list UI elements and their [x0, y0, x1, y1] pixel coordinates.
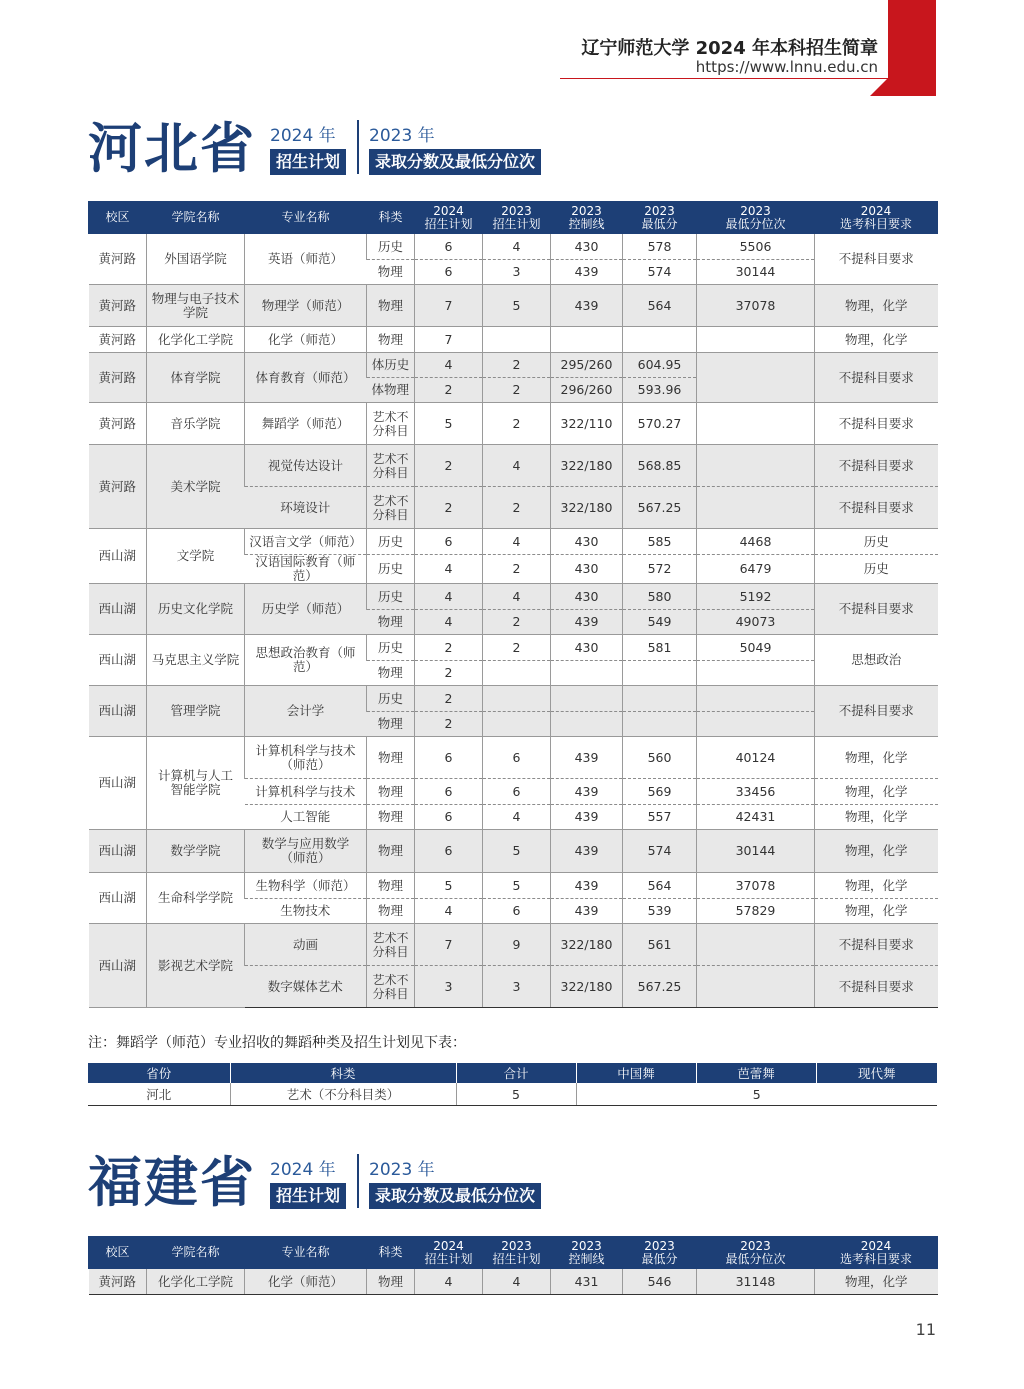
column-header-college: 学院名称	[147, 202, 245, 234]
cell-plan-2024: 7	[415, 327, 483, 353]
cell-plan-2024: 6	[415, 737, 483, 779]
dance-row	[88, 1083, 937, 1106]
cell-campus: 黄河路	[89, 353, 147, 403]
cell-plan-2024: 6	[415, 234, 483, 260]
cell-major: 视觉传达设计	[245, 445, 367, 487]
column-header-control-line-2023: 2023 控制线	[551, 1237, 623, 1269]
cell-control-line-2023: 431	[551, 1269, 623, 1295]
cell-plan-2023	[483, 686, 551, 712]
cell-subject-req-2024: 不提科目要求	[815, 445, 938, 487]
cell-plan-2023: 2	[483, 353, 551, 378]
cell-plan-2024: 4	[415, 353, 483, 378]
corner-ribbon-tip	[870, 78, 888, 96]
cell-min-score-2023: 557	[623, 805, 697, 830]
cell-campus: 西山湖	[89, 924, 147, 1008]
cell-min-score-2023: 570.27	[623, 403, 697, 445]
cell-category: 物理	[367, 610, 415, 635]
cell-major: 会计学	[245, 686, 367, 737]
cell-plan-2023: 2	[483, 403, 551, 445]
cell-plan-2024: 4	[415, 584, 483, 610]
cell-plan-2024: 2	[415, 487, 483, 529]
cell-campus: 西山湖	[89, 529, 147, 584]
cell-category: 艺术不 分科目	[367, 445, 415, 487]
cell-plan-2023	[483, 661, 551, 686]
cell-min-rank-2023: 6479	[697, 555, 815, 584]
column-header-campus: 校区	[89, 1237, 147, 1269]
cell-min-rank-2023: 30144	[697, 260, 815, 285]
cell-min-rank-2023: 49073	[697, 610, 815, 635]
cell-subject-req-2024: 物理，化学	[815, 873, 938, 899]
column-header-plan-2024: 2024 招生计划	[415, 202, 483, 234]
table-row	[89, 234, 938, 260]
table-row	[89, 924, 938, 966]
cell-plan-2024: 5	[415, 873, 483, 899]
dance-header-province: 省份	[88, 1063, 230, 1083]
page-number: 11	[915, 1320, 936, 1339]
cell-plan-2024: 6	[415, 779, 483, 805]
dance-cell-province: 河北	[88, 1083, 230, 1106]
table-row	[89, 584, 938, 610]
fujian-admission-table	[88, 1236, 938, 1295]
cell-major: 人工智能	[245, 805, 367, 830]
column-header-min-score-2023: 2023 最低分	[623, 202, 697, 234]
cell-min-score-2023: 564	[623, 873, 697, 899]
cell-college: 外国语学院	[147, 234, 245, 285]
cell-plan-2023: 2	[483, 555, 551, 584]
cell-control-line-2023	[551, 661, 623, 686]
cell-min-rank-2023	[697, 327, 815, 353]
cell-control-line-2023: 430	[551, 584, 623, 610]
year-2023-label: 2023 年	[369, 1160, 435, 1180]
cell-plan-2023: 6	[483, 779, 551, 805]
table-row	[89, 529, 938, 555]
cell-college: 文学院	[147, 529, 245, 584]
cell-min-rank-2023: 37078	[697, 285, 815, 327]
year-2024-label: 2024 年	[270, 1160, 336, 1180]
cell-plan-2023: 3	[483, 966, 551, 1008]
cell-min-score-2023: 569	[623, 779, 697, 805]
cell-min-rank-2023	[697, 712, 815, 737]
cell-subject-req-2024: 物理，化学	[815, 899, 938, 924]
cell-category: 物理	[367, 899, 415, 924]
plan-tag: 招生计划	[270, 1183, 346, 1209]
cell-min-rank-2023: 40124	[697, 737, 815, 779]
cell-subject-req-2024: 物理，化学	[815, 779, 938, 805]
cell-control-line-2023: 322/180	[551, 487, 623, 529]
dance-header-category: 科类	[230, 1063, 456, 1083]
cell-control-line-2023	[551, 712, 623, 737]
cell-category: 历史	[367, 555, 415, 584]
cell-plan-2024: 4	[415, 555, 483, 584]
table-header-row	[89, 202, 938, 234]
cell-category: 物理	[367, 260, 415, 285]
dance-cell-total: 5	[456, 1083, 576, 1106]
dance-header-ballet: 芭蕾舞	[696, 1063, 816, 1083]
cell-major: 汉语言文学（师范）	[245, 529, 367, 555]
cell-plan-2024: 6	[415, 529, 483, 555]
cell-min-rank-2023: 5049	[697, 635, 815, 661]
cell-plan-2024: 2	[415, 686, 483, 712]
cell-category: 物理	[367, 779, 415, 805]
cell-subject-req-2024: 历史	[815, 555, 938, 584]
cell-plan-2023: 5	[483, 830, 551, 873]
heading-separator	[357, 120, 359, 174]
cell-campus: 黄河路	[89, 403, 147, 445]
cell-min-score-2023: 539	[623, 899, 697, 924]
cell-control-line-2023	[551, 686, 623, 712]
cell-min-rank-2023	[697, 924, 815, 966]
cell-min-score-2023	[623, 686, 697, 712]
cell-plan-2024: 2	[415, 661, 483, 686]
cell-major: 物理学（师范）	[245, 285, 367, 327]
cell-min-rank-2023: 57829	[697, 899, 815, 924]
cell-control-line-2023: 439	[551, 830, 623, 873]
cell-college: 历史文化学院	[147, 584, 245, 635]
cell-min-score-2023: 564	[623, 285, 697, 327]
cell-campus: 黄河路	[89, 285, 147, 327]
cell-plan-2023: 2	[483, 487, 551, 529]
cell-min-rank-2023	[697, 353, 815, 403]
cell-min-score-2023: 574	[623, 830, 697, 873]
cell-min-rank-2023: 5506	[697, 234, 815, 260]
cell-control-line-2023: 295/260	[551, 353, 623, 378]
cell-subject-req-2024: 物理，化学	[815, 737, 938, 779]
cell-subject-req-2024: 不提科目要求	[815, 924, 938, 966]
cell-min-rank-2023	[697, 403, 815, 445]
cell-major: 计算机科学与技术 （师范）	[245, 737, 367, 779]
cell-category: 物理	[367, 661, 415, 686]
cell-control-line-2023: 322/180	[551, 445, 623, 487]
cell-min-rank-2023	[697, 487, 815, 529]
cell-min-score-2023: 546	[623, 1269, 697, 1295]
cell-min-score-2023: 580	[623, 584, 697, 610]
cell-subject-req-2024: 物理，化学	[815, 830, 938, 873]
cell-min-rank-2023	[697, 445, 815, 487]
cell-campus: 黄河路	[89, 327, 147, 353]
cell-campus: 西山湖	[89, 873, 147, 924]
cell-plan-2023: 4	[483, 445, 551, 487]
cell-control-line-2023: 322/180	[551, 966, 623, 1008]
cell-plan-2024: 6	[415, 260, 483, 285]
cell-min-rank-2023: 37078	[697, 873, 815, 899]
cell-major: 思想政治教育（师范）	[245, 635, 367, 686]
cell-plan-2023: 5	[483, 873, 551, 899]
cell-college: 美术学院	[147, 445, 245, 529]
cell-control-line-2023: 439	[551, 873, 623, 899]
cell-min-rank-2023: 5192	[697, 584, 815, 610]
cell-plan-2024: 4	[415, 899, 483, 924]
cell-college: 物理与电子技术 学院	[147, 285, 245, 327]
cell-major: 数学与应用数学 （师范）	[245, 830, 367, 873]
cell-college: 影视艺术学院	[147, 924, 245, 1008]
cell-subject-req-2024: 历史	[815, 529, 938, 555]
cell-min-score-2023: 568.85	[623, 445, 697, 487]
column-header-plan-2024: 2024 招生计划	[415, 1237, 483, 1269]
cell-plan-2024: 7	[415, 285, 483, 327]
cell-category: 历史	[367, 234, 415, 260]
cell-control-line-2023: 430	[551, 555, 623, 584]
cell-min-rank-2023: 4468	[697, 529, 815, 555]
cell-subject-req-2024: 不提科目要求	[815, 353, 938, 403]
cell-min-score-2023: 572	[623, 555, 697, 584]
column-header-subject-req-2024: 2024 选考科目要求	[815, 1237, 938, 1269]
cell-category: 物理	[367, 712, 415, 737]
cell-campus: 西山湖	[89, 686, 147, 737]
cell-category: 物理	[367, 327, 415, 353]
cell-subject-req-2024: 不提科目要求	[815, 966, 938, 1008]
cell-major: 体育教育（师范）	[245, 353, 367, 403]
cell-min-rank-2023: 33456	[697, 779, 815, 805]
heading-separator	[357, 1154, 359, 1208]
cell-control-line-2023: 439	[551, 610, 623, 635]
cell-major: 数字媒体艺术	[245, 966, 367, 1008]
cell-subject-req-2024: 思想政治	[815, 635, 938, 686]
cell-major: 动画	[245, 924, 367, 966]
cell-category: 物理	[367, 737, 415, 779]
cell-min-score-2023: 560	[623, 737, 697, 779]
table-row	[89, 635, 938, 661]
cell-subject-req-2024: 物理，化学	[815, 327, 938, 353]
header-rule	[560, 78, 888, 79]
cell-campus: 西山湖	[89, 830, 147, 873]
cell-plan-2023: 9	[483, 924, 551, 966]
cell-college: 马克思主义学院	[147, 635, 245, 686]
cell-control-line-2023: 430	[551, 635, 623, 661]
cell-campus: 西山湖	[89, 635, 147, 686]
cell-major: 环境设计	[245, 487, 367, 529]
table-row	[89, 285, 938, 327]
cell-subject-req-2024: 不提科目要求	[815, 487, 938, 529]
cell-plan-2023: 4	[483, 584, 551, 610]
cell-plan-2023	[483, 712, 551, 737]
year-2023-label: 2023 年	[369, 126, 435, 146]
cell-control-line-2023	[551, 327, 623, 353]
cell-major: 化学（师范）	[245, 327, 367, 353]
cell-campus: 西山湖	[89, 737, 147, 830]
cell-min-score-2023: 581	[623, 635, 697, 661]
column-header-plan-2023: 2023 招生计划	[483, 1237, 551, 1269]
corner-ribbon	[888, 0, 936, 96]
cell-plan-2023: 6	[483, 899, 551, 924]
cell-control-line-2023: 322/110	[551, 403, 623, 445]
cell-subject-req-2024: 不提科目要求	[815, 403, 938, 445]
cell-plan-2023	[483, 327, 551, 353]
cell-plan-2023: 4	[483, 529, 551, 555]
table-header-row	[89, 1237, 938, 1269]
table-row	[89, 445, 938, 487]
cell-min-score-2023: 567.25	[623, 966, 697, 1008]
cell-major: 生物科学（师范）	[245, 873, 367, 899]
cell-campus: 黄河路	[89, 445, 147, 529]
column-header-min-score-2023: 2023 最低分	[623, 1237, 697, 1269]
hebei-admission-table	[88, 201, 938, 1008]
cell-control-line-2023: 439	[551, 899, 623, 924]
year-2024-label: 2024 年	[270, 126, 336, 146]
dance-header-chinese-dance: 中国舞	[576, 1063, 696, 1083]
column-header-plan-2023: 2023 招生计划	[483, 202, 551, 234]
cell-min-score-2023: 604.95	[623, 353, 697, 378]
table-row	[89, 686, 938, 712]
cell-min-score-2023: 578	[623, 234, 697, 260]
cell-subject-req-2024: 不提科目要求	[815, 686, 938, 737]
cell-plan-2024: 7	[415, 924, 483, 966]
cell-major: 舞蹈学（师范）	[245, 403, 367, 445]
cell-category: 历史	[367, 529, 415, 555]
cell-college: 生命科学学院	[147, 873, 245, 924]
cell-subject-req-2024: 不提科目要求	[815, 234, 938, 285]
cell-category: 物理	[367, 1269, 415, 1295]
column-header-college: 学院名称	[147, 1237, 245, 1269]
cell-plan-2023: 2	[483, 635, 551, 661]
cell-plan-2024: 2	[415, 378, 483, 403]
table-row	[89, 327, 938, 353]
table-row	[89, 353, 938, 378]
cell-plan-2024: 3	[415, 966, 483, 1008]
cell-plan-2024: 4	[415, 1269, 483, 1295]
cell-control-line-2023: 439	[551, 285, 623, 327]
cell-college: 计算机与人工 智能学院	[147, 737, 245, 830]
cell-control-line-2023: 439	[551, 779, 623, 805]
cell-college: 数学学院	[147, 830, 245, 873]
table-row	[89, 873, 938, 899]
cell-subject-req-2024: 不提科目要求	[815, 584, 938, 635]
cell-plan-2023: 4	[483, 1269, 551, 1295]
cell-major: 化学（师范）	[245, 1269, 367, 1295]
cell-subject-req-2024: 物理，化学	[815, 1269, 938, 1295]
column-header-major: 专业名称	[245, 202, 367, 234]
cell-category: 物理	[367, 805, 415, 830]
table-row	[89, 737, 938, 779]
cell-plan-2023: 4	[483, 805, 551, 830]
cell-campus: 黄河路	[89, 234, 147, 285]
cell-min-score-2023	[623, 327, 697, 353]
cell-plan-2023: 2	[483, 378, 551, 403]
cell-category: 物理	[367, 830, 415, 873]
dance-note: 注：舞蹈学（师范）专业招收的舞蹈种类及招生计划见下表：	[88, 1035, 466, 1051]
cell-plan-2024: 6	[415, 830, 483, 873]
cell-college: 化学化工学院	[147, 327, 245, 353]
cell-plan-2024: 2	[415, 635, 483, 661]
dance-header-total: 合计	[456, 1063, 576, 1083]
province-title-hebei: 河北省	[88, 117, 256, 180]
cell-plan-2023: 2	[483, 610, 551, 635]
cell-campus: 黄河路	[89, 1269, 147, 1295]
column-header-campus: 校区	[89, 202, 147, 234]
column-header-category: 科类	[367, 202, 415, 234]
cell-control-line-2023: 430	[551, 529, 623, 555]
column-header-min-rank-2023: 2023 最低分位次	[697, 1237, 815, 1269]
cell-category: 艺术不 分科目	[367, 403, 415, 445]
dance-cell-category: 艺术（不分科目类）	[230, 1083, 456, 1106]
cell-min-score-2023	[623, 712, 697, 737]
cell-plan-2023: 3	[483, 260, 551, 285]
cell-campus: 西山湖	[89, 584, 147, 635]
cell-min-rank-2023: 31148	[697, 1269, 815, 1295]
cell-min-score-2023: 549	[623, 610, 697, 635]
cell-min-rank-2023: 42431	[697, 805, 815, 830]
dance-plan-table	[88, 1063, 937, 1106]
scores-tag: 录取分数及最低分位次	[369, 149, 541, 175]
cell-control-line-2023: 296/260	[551, 378, 623, 403]
dance-cell-types: 5	[576, 1083, 937, 1106]
cell-plan-2023: 5	[483, 285, 551, 327]
cell-category: 艺术不 分科目	[367, 924, 415, 966]
cell-major: 历史学（师范）	[245, 584, 367, 635]
cell-min-score-2023: 561	[623, 924, 697, 966]
cell-min-score-2023	[623, 661, 697, 686]
cell-min-rank-2023	[697, 686, 815, 712]
column-header-major: 专业名称	[245, 1237, 367, 1269]
cell-control-line-2023: 439	[551, 260, 623, 285]
cell-college: 管理学院	[147, 686, 245, 737]
cell-control-line-2023: 322/180	[551, 924, 623, 966]
cell-category: 艺术不 分科目	[367, 966, 415, 1008]
dance-header-modern-dance: 现代舞	[816, 1063, 937, 1083]
cell-category: 体历史	[367, 353, 415, 378]
website-url[interactable]: https://www.lnnu.edu.cn	[695, 58, 878, 76]
cell-plan-2023: 4	[483, 234, 551, 260]
column-header-subject-req-2024: 2024 选考科目要求	[815, 202, 938, 234]
brochure-title: 辽宁师范大学 2024 年本科招生简章	[581, 38, 878, 59]
cell-plan-2024: 2	[415, 712, 483, 737]
cell-min-rank-2023: 30144	[697, 830, 815, 873]
column-header-category: 科类	[367, 1237, 415, 1269]
cell-control-line-2023: 430	[551, 234, 623, 260]
cell-control-line-2023: 439	[551, 805, 623, 830]
cell-major: 计算机科学与技术	[245, 779, 367, 805]
column-header-control-line-2023: 2023 控制线	[551, 202, 623, 234]
province-title-fujian: 福建省	[88, 1151, 256, 1214]
cell-plan-2023: 6	[483, 737, 551, 779]
cell-category: 历史	[367, 686, 415, 712]
cell-category: 物理	[367, 285, 415, 327]
cell-college: 化学化工学院	[147, 1269, 245, 1295]
cell-category: 物理	[367, 873, 415, 899]
cell-subject-req-2024: 物理，化学	[815, 805, 938, 830]
cell-min-score-2023: 574	[623, 260, 697, 285]
plan-tag: 招生计划	[270, 149, 346, 175]
cell-min-score-2023: 567.25	[623, 487, 697, 529]
table-row	[89, 1269, 938, 1295]
cell-min-rank-2023	[697, 661, 815, 686]
cell-college: 体育学院	[147, 353, 245, 403]
cell-college: 音乐学院	[147, 403, 245, 445]
cell-category: 历史	[367, 584, 415, 610]
table-row	[89, 830, 938, 873]
cell-plan-2024: 6	[415, 805, 483, 830]
cell-min-rank-2023	[697, 966, 815, 1008]
column-header-min-rank-2023: 2023 最低分位次	[697, 202, 815, 234]
cell-subject-req-2024: 物理，化学	[815, 285, 938, 327]
cell-control-line-2023: 439	[551, 737, 623, 779]
cell-category: 艺术不 分科目	[367, 487, 415, 529]
cell-major: 汉语国际教育（师范）	[245, 555, 367, 584]
table-row	[89, 403, 938, 445]
cell-min-score-2023: 585	[623, 529, 697, 555]
cell-major: 生物技术	[245, 899, 367, 924]
cell-plan-2024: 2	[415, 445, 483, 487]
cell-plan-2024: 4	[415, 610, 483, 635]
scores-tag: 录取分数及最低分位次	[369, 1183, 541, 1209]
cell-category: 历史	[367, 635, 415, 661]
cell-min-score-2023: 593.96	[623, 378, 697, 403]
cell-plan-2024: 5	[415, 403, 483, 445]
cell-major: 英语（师范）	[245, 234, 367, 285]
cell-category: 体物理	[367, 378, 415, 403]
